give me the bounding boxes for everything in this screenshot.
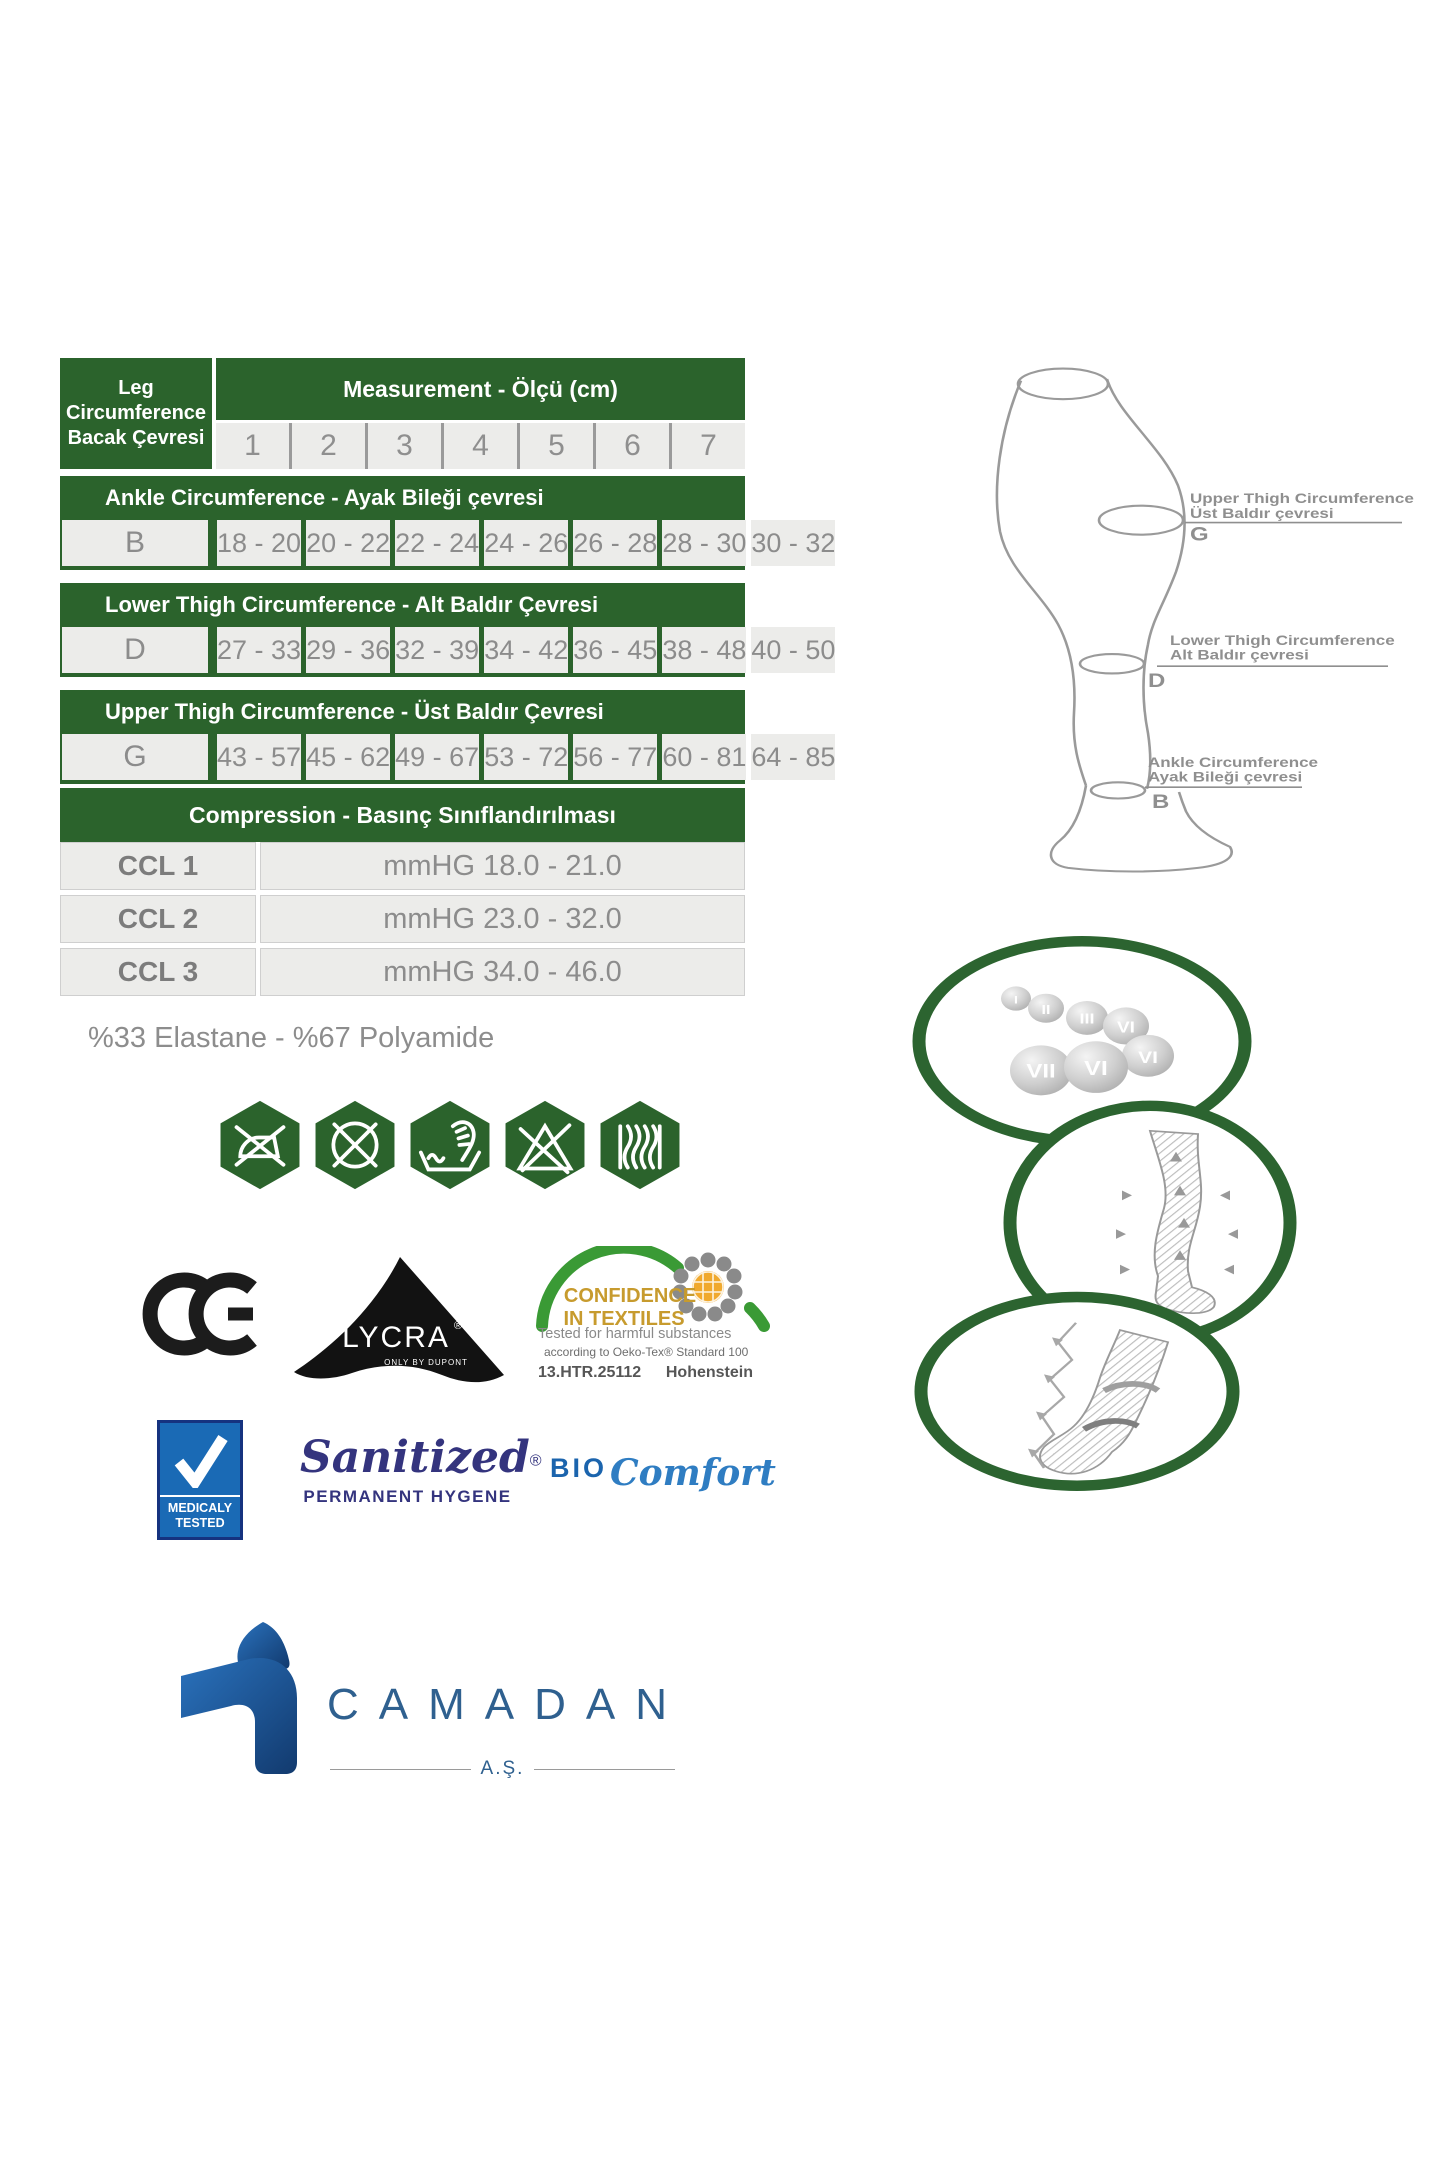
corner-line1: Leg	[118, 377, 154, 399]
lycra-name: LYCRA	[342, 1321, 450, 1354]
size-column: 7	[669, 423, 745, 469]
section-lower-thigh-header: Lower Thigh Circumference - Alt Baldır Çevresi	[105, 592, 599, 617]
size-column: 3	[365, 423, 441, 469]
size-table-corner-cell	[60, 358, 212, 469]
lower-thigh-letter: D	[1148, 669, 1166, 692]
cell: 29 - 36	[306, 627, 390, 673]
rule-left	[330, 1769, 471, 1770]
sphere-label: VII	[1026, 1059, 1056, 1083]
lycra-logo	[292, 1255, 508, 1389]
sphere-label: VI	[1084, 1056, 1108, 1080]
ccl1-value: mmHG 18.0 - 21.0	[260, 842, 745, 890]
cell: 34 - 42	[484, 627, 568, 673]
ankle-label-tr: Ayak Bileği çevresi	[1148, 770, 1303, 786]
compression-row-ccl1	[60, 842, 745, 890]
cell: 28 - 30	[662, 520, 746, 566]
sphere-label: II	[1041, 1003, 1051, 1018]
cell: 26 - 28	[573, 520, 657, 566]
cell: 30 - 32	[751, 520, 835, 566]
brand-name: CAMADAN	[327, 1680, 688, 1729]
cell: 36 - 45	[573, 627, 657, 673]
ce-mark-icon	[140, 1268, 265, 1360]
check-icon	[169, 1430, 231, 1488]
section-ankle-header: Ankle Circumference - Ayak Bileği çevresi	[105, 485, 544, 510]
bio-text: BIO	[550, 1453, 608, 1483]
section-upper-thigh	[60, 690, 836, 784]
sphere-label: VI	[1117, 1018, 1135, 1036]
size-column: 1	[244, 429, 261, 462]
cell: 60 - 81	[662, 734, 746, 780]
ccl2-value: mmHG 23.0 - 32.0	[260, 895, 745, 943]
cell: 56 - 77	[573, 734, 657, 780]
cell: 40 - 50	[751, 627, 835, 673]
cell: 38 - 48	[662, 627, 746, 673]
sphere-label: I	[1014, 992, 1018, 1007]
cell: 27 - 33	[217, 627, 301, 673]
cell: 64 - 85	[751, 734, 835, 780]
size-column: 2	[289, 423, 365, 469]
brand-suffix: A.Ş.	[480, 1758, 525, 1779]
oekotex-cert-number: 13.HTR.25112	[538, 1364, 642, 1381]
oekotex-line2: IN TEXTILES	[563, 1308, 685, 1330]
leg-diagram-labels	[1145, 492, 1414, 813]
care-symbols	[217, 1098, 683, 1192]
size-column: 4	[441, 423, 517, 469]
size-columns-row	[216, 423, 745, 469]
section-upper-thigh-row	[60, 734, 836, 780]
oekotex-tested-line: Tested for harmful substances	[538, 1326, 732, 1342]
cell: 53 - 72	[484, 734, 568, 780]
comfort-text: Comfort	[610, 1452, 776, 1494]
brand-suffix-row	[330, 1758, 675, 1780]
ankle-label-en: Ankle Circumference	[1148, 755, 1318, 771]
medical-line2: TESTED	[175, 1516, 225, 1531]
upper-thigh-label-en: Upper Thigh Circumference	[1190, 491, 1414, 507]
ccl3-label: CCL 3	[60, 948, 256, 996]
row-label-G: G	[62, 734, 208, 780]
ccl3-value: mmHG 34.0 - 46.0	[260, 948, 745, 996]
section-ankle	[60, 476, 836, 570]
cell: 24 - 26	[484, 520, 568, 566]
ccl2-label: CCL 2	[60, 895, 256, 943]
hand-wash-icon	[407, 1098, 493, 1192]
cell: 49 - 67	[395, 734, 479, 780]
medical-line1: MEDICALY	[167, 1500, 233, 1515]
oekotex-line1: CONFIDENCE	[563, 1285, 697, 1307]
compression-row-ccl3	[60, 948, 745, 996]
right-graphics	[880, 350, 1440, 1810]
oekotex-logo	[532, 1246, 790, 1332]
cell: 45 - 62	[306, 734, 390, 780]
graduated-compression-circle	[921, 1297, 1233, 1486]
section-upper-thigh-header: Upper Thigh Circumference - Üst Baldır Çevresi	[105, 699, 604, 724]
oekotex-text-block	[538, 1326, 753, 1382]
compression-row-ccl2	[60, 895, 745, 943]
cell: 18 - 20	[217, 520, 301, 566]
compression-header: Compression - Basınç Sınıflandırılması	[60, 788, 745, 842]
do-not-tumble-dry-icon	[312, 1098, 398, 1192]
cell: 43 - 57	[217, 734, 301, 780]
ankle-letter: B	[1151, 790, 1170, 813]
sanitized-logo	[300, 1432, 542, 1507]
leg-measurement-diagram	[997, 369, 1232, 872]
lycra-reg: ®	[454, 1320, 463, 1332]
ccl1-label: CCL 1	[60, 842, 256, 890]
section-ankle-row	[60, 520, 836, 566]
cell: 32 - 39	[395, 627, 479, 673]
row-label-B: B	[62, 520, 208, 566]
upper-thigh-letter: G	[1190, 522, 1209, 545]
corner-line2: Circumference	[65, 402, 207, 424]
biocomfort-logo	[550, 1452, 776, 1494]
sanitized-tagline: PERMANENT HYGENE	[303, 1487, 512, 1506]
measurement-header: Measurement - Ölçü (cm)	[216, 358, 745, 420]
size-column: 5	[517, 423, 593, 469]
oekotex-according-line: according to Oeko-Tex® Standard 100	[544, 1345, 749, 1359]
sphere-label: VI	[1138, 1048, 1158, 1068]
row-label-D: D	[62, 627, 208, 673]
sanitized-reg: ®	[529, 1452, 542, 1470]
cell: 22 - 24	[395, 520, 479, 566]
size-column: 6	[593, 423, 669, 469]
section-lower-thigh-row	[60, 627, 836, 673]
do-not-iron-icon	[217, 1098, 303, 1192]
lower-thigh-label-tr: Alt Baldır çevresi	[1170, 648, 1309, 664]
material-composition: %33 Elastane - %67 Polyamide	[88, 1022, 495, 1054]
upper-thigh-label-tr: Üst Baldır çevresi	[1190, 506, 1334, 522]
sanitized-name: Sanitized	[300, 1432, 530, 1483]
section-lower-thigh	[60, 583, 836, 677]
rule-right	[534, 1769, 675, 1770]
do-not-bleach-icon	[502, 1098, 588, 1192]
camadan-logo-icon	[175, 1618, 335, 1776]
medically-tested-badge	[157, 1420, 243, 1540]
do-not-wring-icon	[597, 1098, 683, 1192]
sphere-label: III	[1079, 1011, 1095, 1028]
oekotex-institute: Hohenstein	[665, 1364, 753, 1381]
cell: 20 - 22	[306, 520, 390, 566]
lycra-tagline: ONLY BY DUPONT	[384, 1358, 468, 1367]
lower-thigh-label-en: Lower Thigh Circumference	[1170, 633, 1395, 649]
corner-line3: Bacak Çevresi	[67, 427, 205, 449]
